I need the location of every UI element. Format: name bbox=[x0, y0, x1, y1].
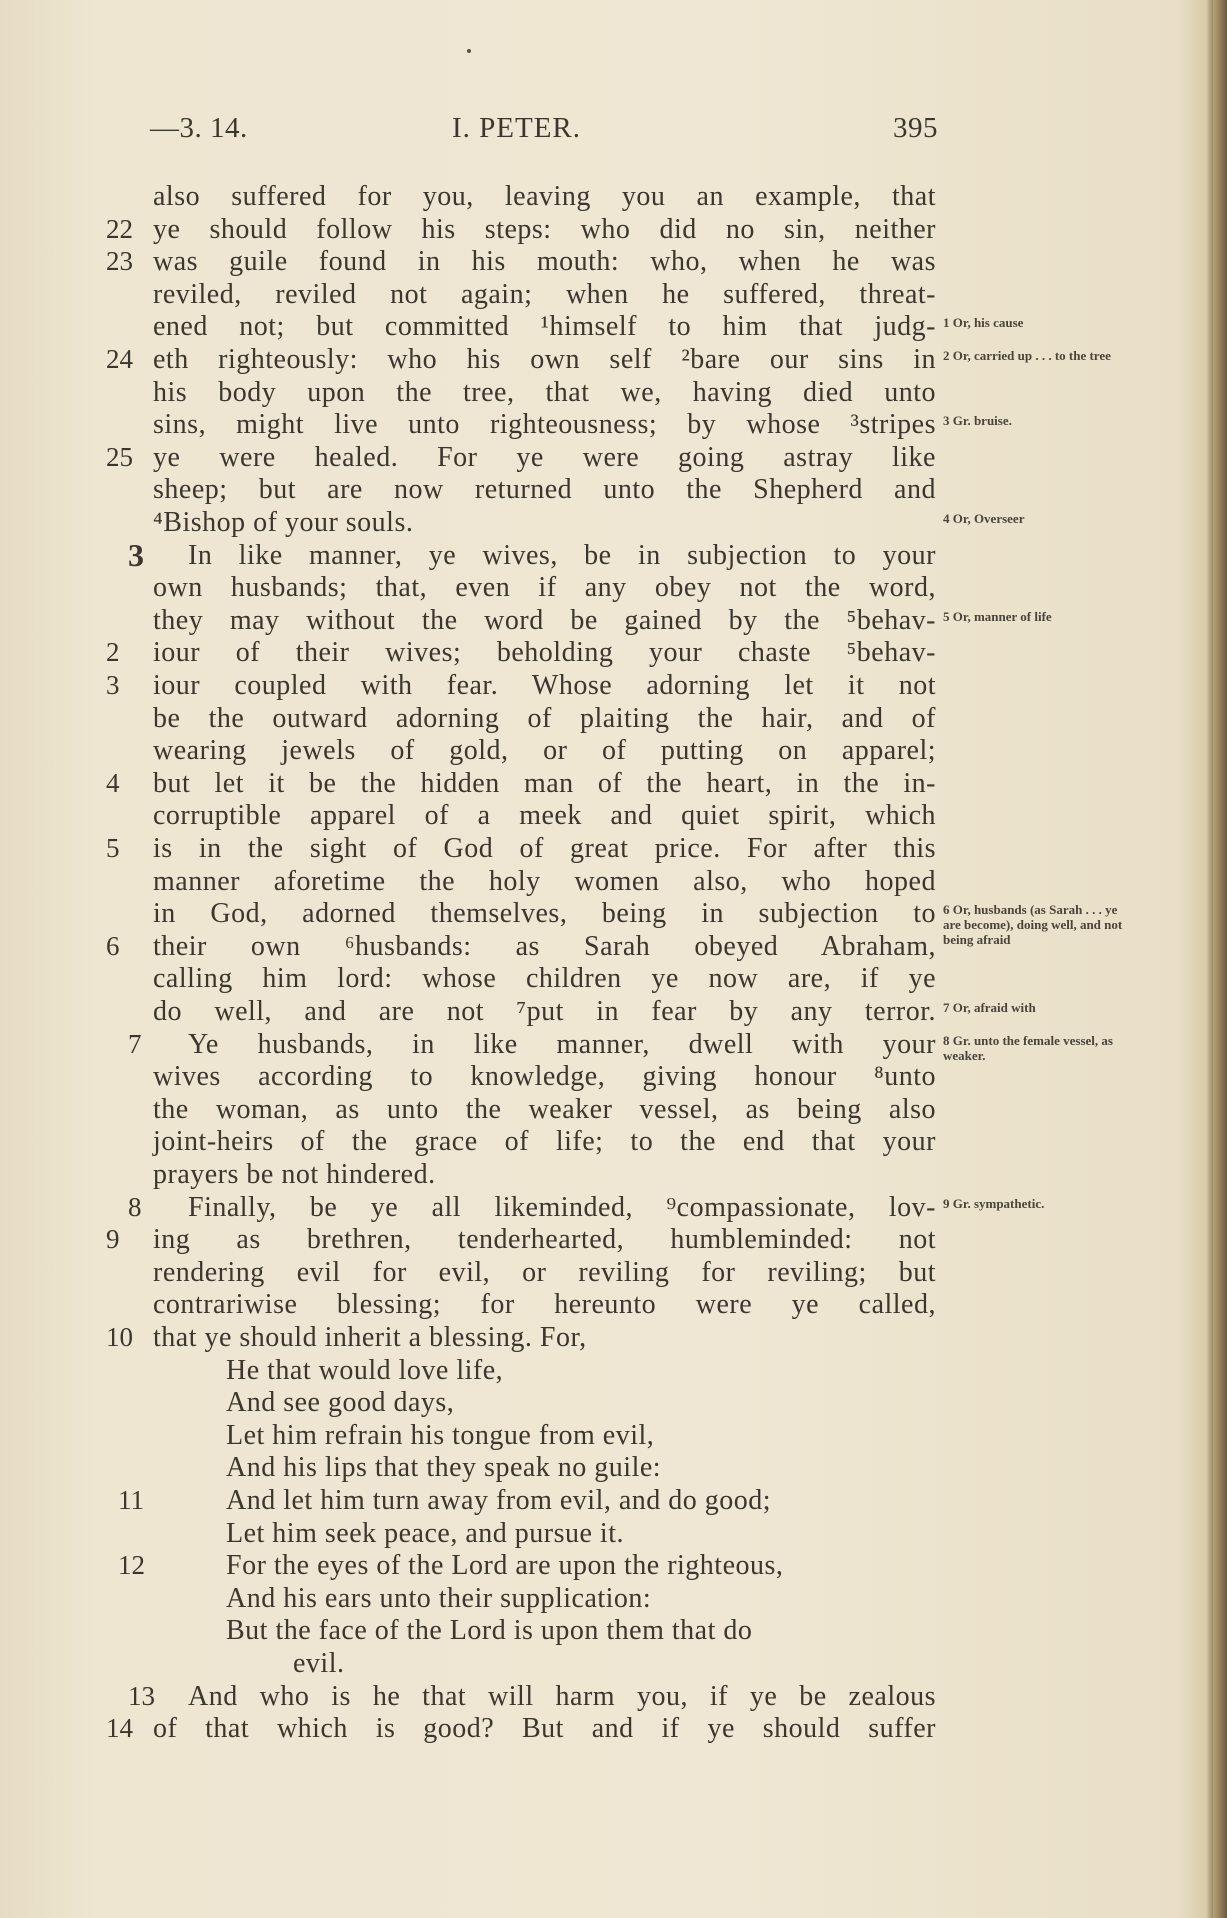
line-text: in God, adorned themselves, being in subjection to bbox=[153, 898, 936, 930]
line-text: they may without the word be gained by the ⁵behav- bbox=[153, 604, 936, 636]
verse-number: 11 bbox=[118, 1485, 144, 1515]
text-line bbox=[0, 1550, 1227, 1582]
page-number: 395 bbox=[893, 112, 938, 144]
text-line bbox=[0, 1485, 1227, 1517]
line-text: prayers be not hindered. bbox=[153, 1159, 436, 1190]
line-text: ened not; but committed ¹himself to him that judg- bbox=[153, 311, 936, 343]
line-text: In like manner, ye wives, be in subjection to your bbox=[188, 539, 936, 571]
text-line bbox=[0, 181, 1227, 213]
line-text: be the outward adorning of plaiting the hair, and of bbox=[153, 702, 936, 734]
line-text: rendering evil for evil, or reviling for reviling; but bbox=[153, 1256, 936, 1288]
text-line bbox=[0, 703, 1227, 735]
line-text: sins, might live unto righteousness; by whose ³stripes bbox=[153, 409, 936, 441]
line-text: evil. bbox=[293, 1648, 345, 1679]
line-text: ing as brethren, tenderhearted, humbleminded: not bbox=[153, 1224, 936, 1256]
text-line bbox=[0, 214, 1227, 246]
print-speck bbox=[467, 49, 471, 53]
line-text: He that would love life, bbox=[226, 1354, 504, 1386]
text-line bbox=[0, 996, 1227, 1028]
verse-number: 5 bbox=[106, 833, 120, 863]
text-line bbox=[0, 572, 1227, 604]
verse-number: 10 bbox=[106, 1322, 133, 1352]
text-line bbox=[0, 344, 1227, 376]
text-line bbox=[0, 1452, 1227, 1484]
margin-note: 1 Or, his cause bbox=[943, 315, 1024, 331]
line-text: For the eyes of the Lord are upon the righteous, bbox=[226, 1550, 784, 1582]
text-line bbox=[0, 833, 1227, 865]
text-line bbox=[0, 1420, 1227, 1452]
text-line bbox=[0, 246, 1227, 278]
text-line bbox=[0, 1322, 1227, 1354]
line-text: But the face of the Lord is upon them that do bbox=[226, 1615, 753, 1647]
text-line bbox=[0, 536, 1227, 573]
margin-note: 9 Gr. sympathetic. bbox=[943, 1195, 1045, 1211]
line-text: their own ⁶husbands: as Sarah obeyed Abraham, bbox=[153, 930, 936, 962]
line-text: his body upon the tree, that we, having died unto bbox=[153, 376, 936, 408]
margin-note: 4 Or, Overseer bbox=[943, 511, 1025, 526]
line-text: And let him turn away from evil, and do good; bbox=[226, 1485, 772, 1516]
line-text: And see good days, bbox=[226, 1387, 455, 1419]
text-line bbox=[0, 605, 1227, 637]
text-line bbox=[0, 507, 1227, 539]
verse-number: 22 bbox=[106, 213, 133, 244]
line-text: is in the sight of God of great price. For after this bbox=[153, 833, 936, 864]
verse-number: 14 bbox=[106, 1713, 133, 1744]
line-text: contrariwise blessing; for hereunto were ye called, bbox=[153, 1289, 936, 1321]
verse-number: 12 bbox=[118, 1550, 145, 1581]
text-line bbox=[0, 1289, 1227, 1321]
verse-number: 4 bbox=[106, 767, 120, 798]
text-line bbox=[0, 1518, 1227, 1550]
verse-number: 2 bbox=[106, 637, 120, 668]
line-text: ye should follow his steps: who did no sin, neither bbox=[153, 213, 936, 245]
line-text: joint-heirs of the grace of life; to the end that your bbox=[153, 1126, 936, 1158]
margin-note: 2 Or, carried up . . . to the tree bbox=[943, 348, 1111, 363]
verse-number: 6 bbox=[106, 930, 120, 961]
text-line bbox=[0, 1159, 1227, 1191]
text-line bbox=[0, 963, 1227, 995]
line-text: do well, and are not ⁷put in fear by any terror. bbox=[153, 996, 936, 1027]
line-text: was guile found in his mouth: who, when he was bbox=[153, 246, 936, 278]
text-line bbox=[0, 1029, 1227, 1061]
text-line bbox=[0, 670, 1227, 702]
text-line bbox=[0, 768, 1227, 800]
text-line bbox=[0, 1583, 1227, 1615]
line-text: calling him lord: whose children ye now are, if ye bbox=[153, 963, 936, 995]
text-line bbox=[0, 1257, 1227, 1289]
verse-number: 13 bbox=[128, 1680, 155, 1711]
line-text: but let it be the hidden man of the heart, in the in- bbox=[153, 767, 936, 799]
text-line bbox=[0, 1061, 1227, 1093]
text-line bbox=[0, 1387, 1227, 1419]
text-line bbox=[0, 377, 1227, 409]
verse-number: 25 bbox=[106, 441, 133, 472]
text-line bbox=[0, 1355, 1227, 1387]
text-line bbox=[0, 637, 1227, 669]
line-text: wearing jewels of gold, or of putting on apparel; bbox=[153, 735, 936, 767]
running-head-reference: —3. 14. bbox=[150, 112, 248, 144]
text-line bbox=[0, 1224, 1227, 1256]
text-line bbox=[0, 866, 1227, 898]
line-text: corruptible apparel of a meek and quiet spirit, which bbox=[153, 800, 936, 832]
margin-note: 3 Gr. bruise. bbox=[943, 413, 1012, 429]
running-head-title: I. PETER. bbox=[452, 112, 582, 144]
margin-note: 7 Or, afraid with bbox=[943, 1000, 1036, 1015]
verse-number: 7 bbox=[128, 1028, 142, 1059]
text-line bbox=[0, 1192, 1227, 1224]
text-line bbox=[0, 442, 1227, 474]
text-line bbox=[0, 931, 1227, 963]
line-text: own husbands; that, even if any obey not the word, bbox=[153, 572, 936, 604]
line-text: ye were healed. For ye were going astray like bbox=[153, 441, 936, 473]
text-line bbox=[0, 800, 1227, 832]
line-text: Finally, be ye all likeminded, ⁹compassionate, lov- bbox=[188, 1191, 936, 1223]
text-line bbox=[0, 1681, 1227, 1713]
text-line bbox=[0, 1713, 1227, 1745]
text-line bbox=[0, 279, 1227, 311]
line-text: iour coupled with fear. Whose adorning let it not bbox=[153, 670, 936, 701]
line-text: manner aforetime the holy women also, who hoped bbox=[153, 865, 936, 897]
line-text: Let him seek peace, and pursue it. bbox=[226, 1517, 624, 1549]
line-text: that ye should inherit a blessing. For, bbox=[153, 1322, 587, 1353]
line-text: of that which is good? But and if ye should suffer bbox=[153, 1713, 936, 1745]
line-text: Let him refrain his tongue from evil, bbox=[226, 1419, 655, 1451]
text-line bbox=[0, 311, 1227, 343]
text-line bbox=[0, 1126, 1227, 1158]
margin-note: 5 Or, manner of life bbox=[943, 608, 1052, 624]
text-line bbox=[0, 1094, 1227, 1126]
verse-number: 9 bbox=[106, 1224, 120, 1255]
verse-number: 23 bbox=[106, 246, 133, 277]
line-text: iour of their wives; beholding your chaste ⁵behav- bbox=[153, 637, 936, 669]
chapter-number: 3 bbox=[128, 536, 144, 573]
text-line bbox=[0, 409, 1227, 441]
line-text: Ye husbands, in like manner, dwell with your bbox=[188, 1028, 936, 1060]
line-text: ⁴Bishop of your souls. bbox=[153, 507, 414, 538]
text-line bbox=[0, 735, 1227, 767]
text-line bbox=[0, 474, 1227, 506]
line-text: And who is he that will harm you, if ye be zealous bbox=[188, 1680, 936, 1712]
line-text: And his lips that they speak no guile: bbox=[226, 1452, 662, 1484]
line-text: And his ears unto their supplication: bbox=[226, 1582, 652, 1614]
line-text: eth righteously: who his own self ²bare our sins in bbox=[153, 344, 936, 375]
line-text: the woman, as unto the weaker vessel, as being also bbox=[153, 1093, 936, 1125]
text-line bbox=[0, 1648, 1227, 1680]
line-text: sheep; but are now returned unto the Shepherd and bbox=[153, 474, 936, 506]
verse-number: 3 bbox=[106, 670, 120, 700]
line-text: wives according to knowledge, giving honour ⁸unto bbox=[153, 1061, 936, 1093]
text-line bbox=[0, 1615, 1227, 1647]
margin-note: 8 Gr. unto the female vessel, as weaker. bbox=[943, 1032, 1113, 1063]
verse-number: 24 bbox=[106, 344, 133, 374]
line-text: also suffered for you, leaving you an example, that bbox=[153, 181, 936, 212]
line-text: reviled, reviled not again; when he suffered, threat- bbox=[153, 278, 936, 310]
margin-note: 6 Or, husbands (as Sarah . . . ye are become), doing well, and not being afraid bbox=[943, 902, 1123, 948]
verse-number: 8 bbox=[128, 1191, 142, 1222]
